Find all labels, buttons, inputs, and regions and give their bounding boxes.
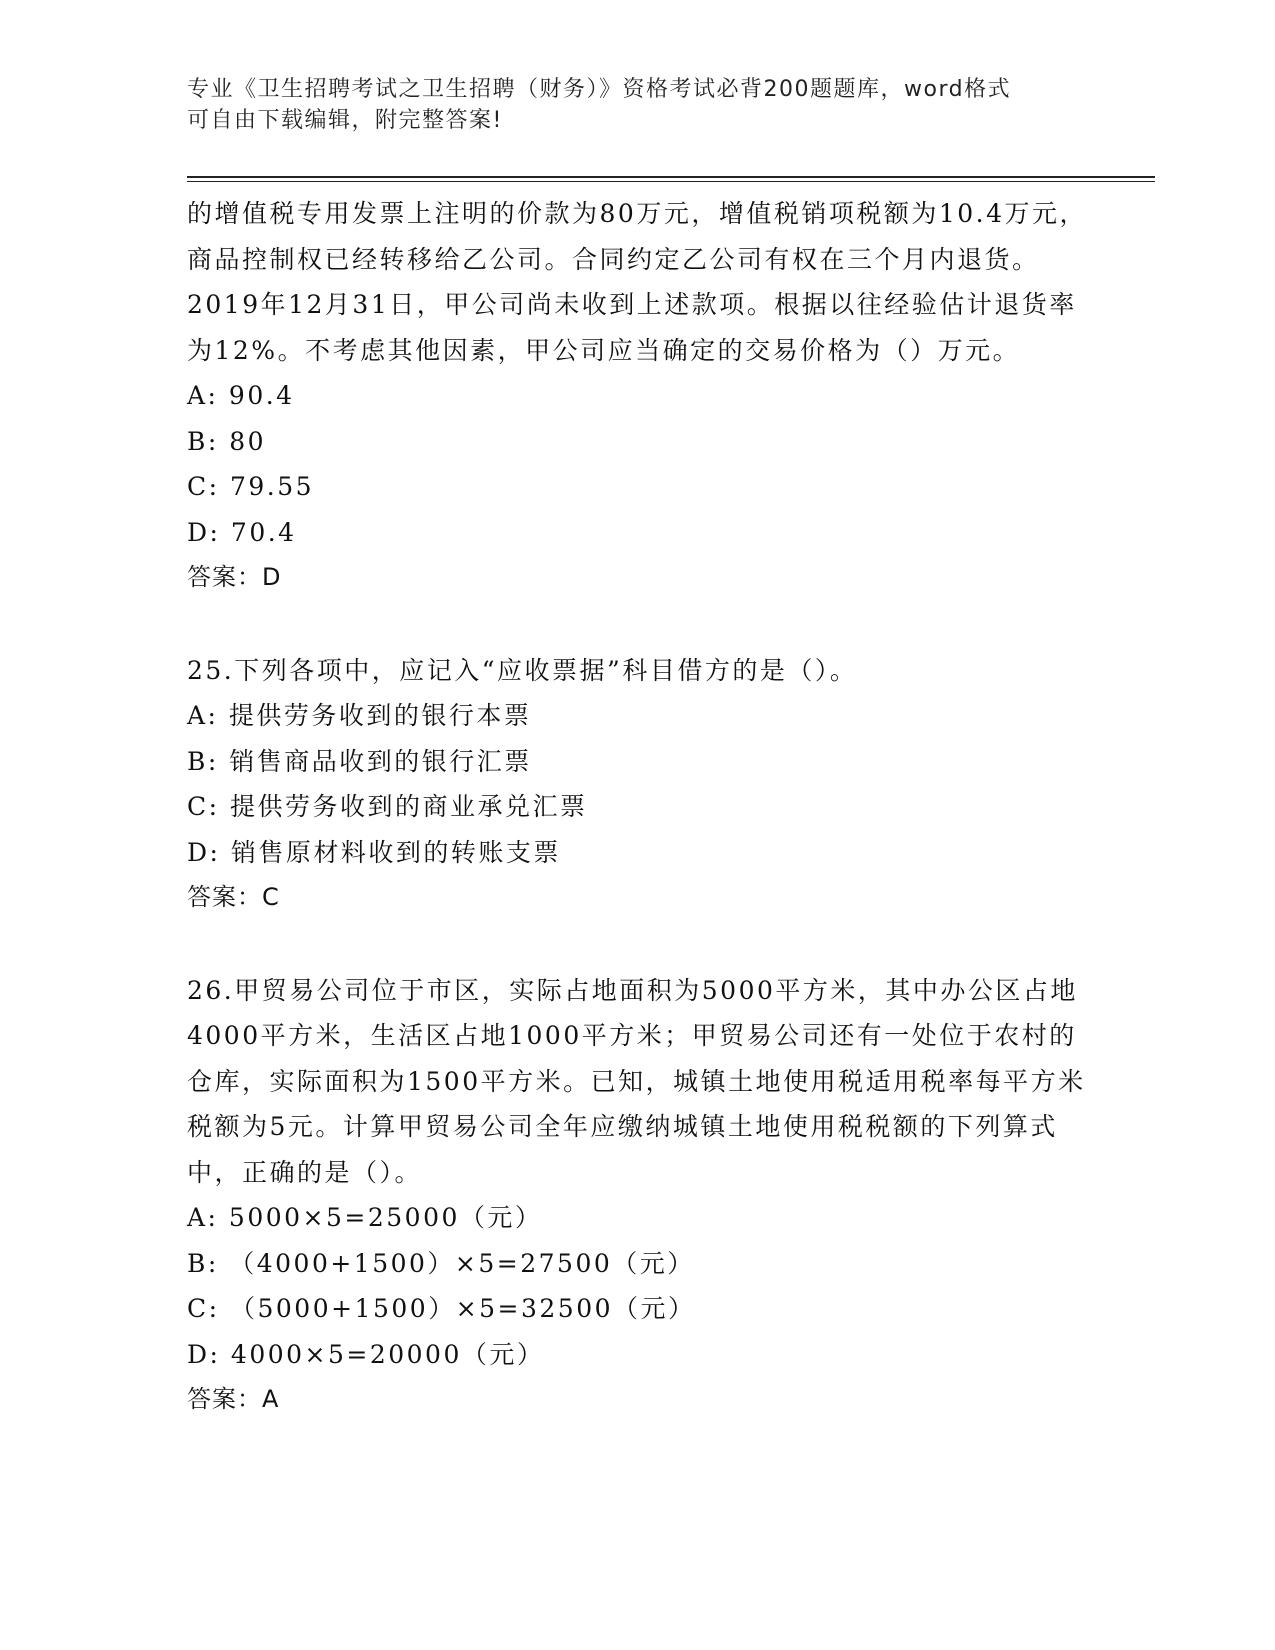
- option-a: A: 90.4: [187, 381, 295, 410]
- option-c: C: （5000+1500）×5=32500（元）: [187, 1294, 696, 1323]
- option-b: B: 80: [187, 426, 267, 456]
- answer-line: 答案：A: [187, 1385, 280, 1413]
- header-title-line-1: 专业《卫生招聘考试之卫生招聘（财务）》资格考试必背200题题库，word格式: [187, 77, 1012, 102]
- option-a: A: 提供劳务收到的银行本票: [187, 701, 532, 730]
- option-d: D: 销售原材料收到的转账支票: [187, 837, 561, 867]
- answer-line: 答案：D: [187, 563, 282, 591]
- page-header: [187, 74, 1087, 136]
- answer-line: 答案：C: [187, 883, 280, 911]
- question-block: [187, 191, 1087, 601]
- question-spacer: [187, 601, 1087, 648]
- option-c: C: 提供劳务收到的商业承兑汇票: [187, 792, 588, 821]
- question-stem: 26.甲贸易公司位于市区，实际占地面积为5000平方米，其中办公区占地4000平方米，生活区占地1000平方米；甲贸易公司还有一处位于农村的仓库，实际面积为1500平方米。已知，城镇土地使用税适用税率每平方米税额为5元。计算甲贸易公司全年应缴纳城镇土地使用税税额的下列算式中，正确的是（）。: [187, 975, 1086, 1187]
- question-stem: 的增值税专用发票上注明的价款为80万元，增值税销项税额为10.4万元，商品控制权已经转移给乙公司。合同约定乙公司有权在三个月内退货。2019年12月31日，甲公司尚未收到上述款项。根据以往经验估计退货率为12%。不考虑其他因素，甲公司应当确定的交易价格为（）万元。: [187, 199, 1087, 365]
- question-block: [187, 648, 1087, 921]
- option-c: C: 79.55: [187, 472, 315, 501]
- header-title-line-2: 可自由下载编辑，附完整答案!: [187, 108, 503, 133]
- option-b: B: （4000+1500）×5=27500（元）: [187, 1248, 695, 1278]
- question-block: [187, 968, 1087, 1423]
- question-spacer: [187, 921, 1087, 968]
- question-list: [187, 191, 1087, 1423]
- header-divider: [187, 176, 1155, 182]
- option-d: D: 4000×5=20000（元）: [187, 1339, 545, 1369]
- option-a: A: 5000×5=25000（元）: [187, 1203, 543, 1232]
- option-b: B: 销售商品收到的银行汇票: [187, 746, 532, 776]
- question-stem: 25.下列各项中，应记入“应收票据”科目借方的是（）。: [187, 655, 858, 685]
- option-d: D: 70.4: [187, 517, 297, 547]
